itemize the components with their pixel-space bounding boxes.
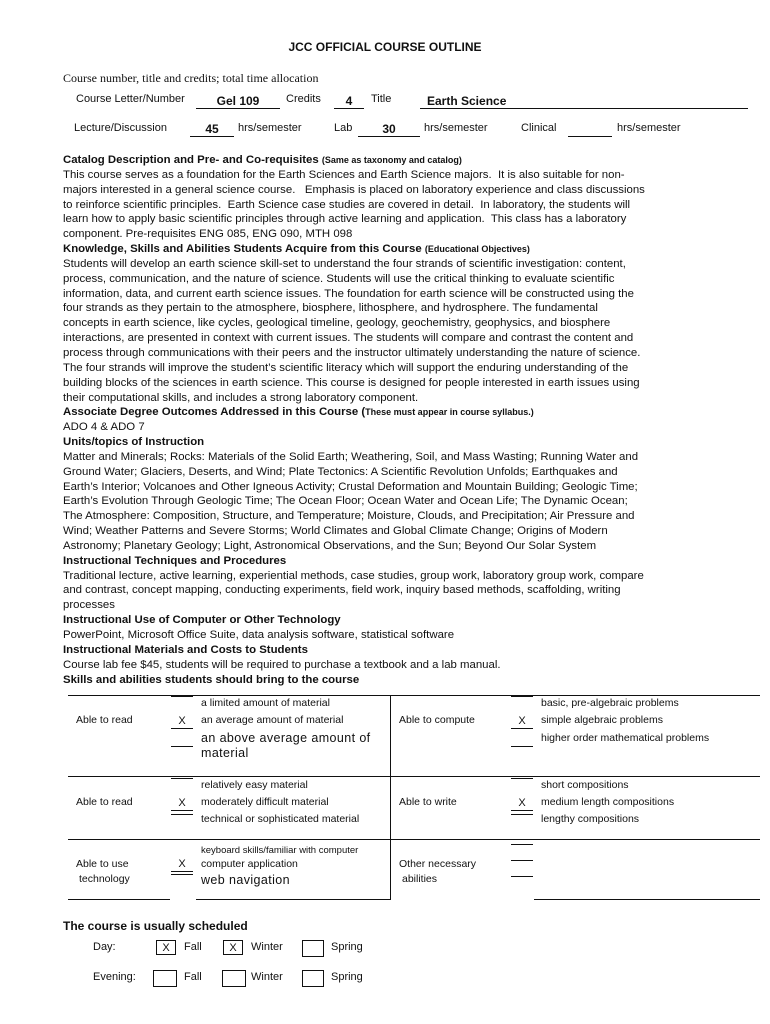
day-fall-label: Fall	[184, 941, 202, 953]
text-line: The four strands will improve the student’s scientific literacy which will support the enduring understanding of the	[63, 361, 629, 374]
text-line: and contrast, concept mapping, conducting experiments, field work, inquiry based methods, scaffolding, writing	[63, 584, 621, 597]
other-blank-1[interactable]	[511, 844, 533, 845]
text-line: Students will develop an earth science skill-set to understand the four strands of scientific investigation: content,	[63, 257, 626, 270]
compute-blank-2[interactable]: X	[511, 714, 533, 729]
text-line: Matter and Minerals; Rocks: Materials of the Solid Earth; Weathering, Soil, and Mass Wasting; Running Water and	[63, 450, 639, 463]
techniques-text	[63, 569, 713, 614]
read1-opt-3: an above average amount of material	[201, 731, 371, 760]
read2-opt-3: technical or sophisticated material	[201, 813, 360, 825]
compute-opt-3: higher order mathematical problems	[541, 732, 710, 744]
evening-spring-checkbox[interactable]	[302, 970, 324, 987]
other-label-1: Other necessary	[399, 858, 477, 870]
lab-label: Lab	[334, 122, 353, 134]
write-blank-1[interactable]	[511, 778, 533, 779]
write-label: Able to write	[399, 796, 457, 808]
clinical-label: Clinical	[521, 122, 557, 134]
catalog-text	[63, 168, 713, 242]
credits-field[interactable]: 4	[345, 94, 353, 108]
tech-opt-3: web navigation	[201, 873, 290, 887]
text-line: Wind; Weather Patterns and Severe Storms; World Climates and Global Climate Change; Origins of Modern	[63, 525, 608, 538]
use-tech-label-1: Able to use	[76, 858, 129, 870]
units-text	[63, 450, 713, 554]
text-line: process through communications with their peers and the instructor ultimately understanding the nature of science.	[63, 346, 641, 359]
text-line: to reinforce scientific principles. Earth Science case studies are covered in detail. In laboratory, the students will	[63, 198, 631, 211]
read2-blank-2[interactable]: X	[171, 796, 193, 811]
text-line: PowerPoint, Microsoft Office Suite, data analysis software, statistical software	[63, 629, 455, 641]
lecture-label: Lecture/Discussion	[74, 122, 167, 134]
ksa-heading: Knowledge, Skills and Abilities Students Acquire from this Course (Educational Objectives)	[63, 243, 530, 256]
title-label: Title	[371, 93, 392, 105]
compute-label: Able to compute	[399, 714, 475, 726]
text-line: learn how to apply basic scientific principles through active learning and application. This class has a laboratory	[63, 213, 627, 226]
day-spring-checkbox[interactable]	[302, 940, 324, 957]
materials-text	[63, 658, 713, 673]
read2-opt-2: moderately difficult material	[201, 796, 329, 808]
text-line: ADO 4 & ADO 7	[63, 421, 145, 434]
text-line: Traditional lecture, active learning, experiential methods, case studies, group work, laboratory group work, compare	[63, 569, 644, 582]
compute-opt-2: simple algebraic problems	[541, 714, 663, 726]
read-label-2: Able to read	[76, 796, 133, 808]
day-spring-label: Spring	[331, 941, 363, 953]
write-blank-3[interactable]	[511, 814, 533, 815]
read-label-1: Able to read	[76, 714, 133, 726]
text-line: Ground Water; Glaciers, Deserts, and Wind; Plate Tectonics: A Scientific Revolution Unfolds; Earthquakes and	[63, 465, 618, 478]
text-line: This course serves as a foundation for the Earth Sciences and Earth Science majors. It is also suitable for non-	[63, 168, 625, 181]
other-blank-3[interactable]	[511, 876, 533, 877]
course-letter-field[interactable]: Gel 109	[216, 94, 260, 108]
computer-text	[63, 628, 713, 643]
text-line: The Atmosphere: Composition, Structure, and Temperature; Moisture, Clouds, and Precipitation; Air Pressure and	[63, 510, 635, 523]
write-opt-1: short compositions	[541, 779, 629, 791]
title-field[interactable]: Earth Science	[427, 94, 507, 108]
lab-field[interactable]: 30	[382, 122, 396, 136]
text-line: processes	[63, 599, 115, 612]
compute-blank-1[interactable]	[511, 696, 533, 697]
read2-opt-1: relatively easy material	[201, 779, 308, 791]
text-line: interactions, are presented in context with current issues. The students will compare and contrast the content and	[63, 332, 634, 345]
text-line: Course lab fee $45, students will be required to purchase a textbook and a lab manual.	[63, 658, 501, 671]
text-line: majors interested in a general science course. Emphasis is placed on laboratory experience and class discussions	[63, 183, 645, 196]
read1-blank-1[interactable]	[171, 696, 193, 697]
hrs-label-2: hrs/semester	[424, 122, 488, 134]
evening-fall-checkbox[interactable]	[153, 970, 177, 987]
read2-blank-1[interactable]	[171, 778, 193, 779]
subtitle: Course number, title and credits; total time allocation	[63, 71, 319, 85]
materials-heading: Instructional Materials and Costs to Students	[63, 643, 308, 656]
text-line: process, communication, and the nature of science. Students will use the critical thinking to evaluate scientific	[63, 272, 615, 285]
evening-fall-label: Fall	[184, 971, 202, 983]
write-opt-3: lengthy compositions	[541, 813, 640, 825]
catalog-heading: Catalog Description and Pre- and Co-requisites (Same as taxonomy and catalog)	[63, 154, 462, 166]
course-letter-label: Course Letter/Number	[76, 93, 185, 105]
evening-label: Evening:	[93, 971, 136, 983]
other-label-2: abilities	[402, 873, 438, 885]
ado-heading: Associate Degree Outcomes Addressed in this Course (These must appear in course syllabus.)	[63, 406, 534, 419]
credits-label: Credits	[286, 93, 321, 105]
write-opt-2: medium length compositions	[541, 796, 675, 808]
text-line: their computational skills, and includes a strong laboratory component.	[63, 391, 419, 404]
evening-winter-checkbox[interactable]	[222, 970, 246, 987]
read1-blank-3[interactable]	[171, 746, 193, 747]
tech-opt-1: keyboard skills/familiar with computer	[201, 845, 359, 856]
techniques-heading: Instructional Techniques and Procedures	[63, 554, 287, 567]
evening-spring-label: Spring	[331, 971, 363, 983]
compute-blank-3[interactable]	[511, 746, 533, 747]
text-line: Astronomy; Planetary Geology; Light, Astronomical Observations, and the Sun; Beyond Our Solar System	[63, 539, 597, 552]
day-fall-checkbox[interactable]: X	[156, 940, 176, 955]
text-line: Earth’s Evolution Through Geologic Time; The Ocean Floor; Ocean Water and Ocean Life; The Dynamic Ocean;	[63, 495, 628, 508]
skills-heading: Skills and abilities students should bring to the course	[63, 673, 360, 686]
day-winter-checkbox[interactable]: X	[223, 940, 243, 955]
day-winter-label: Winter	[251, 941, 283, 953]
units-heading: Units/topics of Instruction	[63, 436, 205, 449]
text-line: building blocks of the sciences in earth science. This course is designed for people interested in earth issues using	[63, 376, 640, 389]
computer-heading: Instructional Use of Computer or Other Technology	[63, 614, 341, 627]
use-tech-label-2: technology	[79, 873, 130, 885]
write-blank-2[interactable]: X	[511, 796, 533, 811]
compute-opt-1: basic, pre-algebraic problems	[541, 697, 679, 709]
lecture-field[interactable]: 45	[205, 122, 219, 136]
hrs-label-3: hrs/semester	[617, 122, 681, 134]
day-label: Day:	[93, 941, 116, 953]
body-text	[63, 153, 713, 687]
text-line: information, data, and current earth science issues. The foundation for earth science will be constructed using the	[63, 287, 634, 300]
tech-blank-2[interactable]	[171, 874, 193, 875]
evening-winter-label: Winter	[251, 971, 283, 983]
text-line: concepts in earth science, like cycles, geological timeline, geology, geochemistry, geophysics, and biosphere	[63, 317, 611, 330]
text-line: Earth’s Interior; Volcanoes and Other Igneous Activity; Crustal Deformation and Mountain Building; Geologic Time;	[63, 480, 638, 493]
read1-opt-2: an average amount of material	[201, 714, 344, 726]
other-blank-2[interactable]	[511, 860, 533, 861]
tech-opt-2: computer application	[201, 858, 298, 870]
page-title: JCC OFFICIAL COURSE OUTLINE	[288, 40, 482, 54]
ado-text	[63, 420, 713, 435]
read1-blank-2[interactable]: X	[171, 714, 193, 729]
tech-blank-1[interactable]: X	[171, 857, 193, 872]
hrs-label-1: hrs/semester	[238, 122, 302, 134]
text-line: component. Pre-requisites ENG 085, ENG 090, MTH 098	[63, 228, 353, 241]
read2-blank-3[interactable]	[171, 814, 193, 815]
schedule-heading: The course is usually scheduled	[63, 919, 248, 933]
read1-opt-1: a limited amount of material	[201, 697, 330, 709]
ksa-text	[63, 257, 713, 405]
text-line: four strands as they pertain to the atmosphere, biosphere, lithosphere, and hydrosphere. The fundamental	[63, 302, 598, 315]
